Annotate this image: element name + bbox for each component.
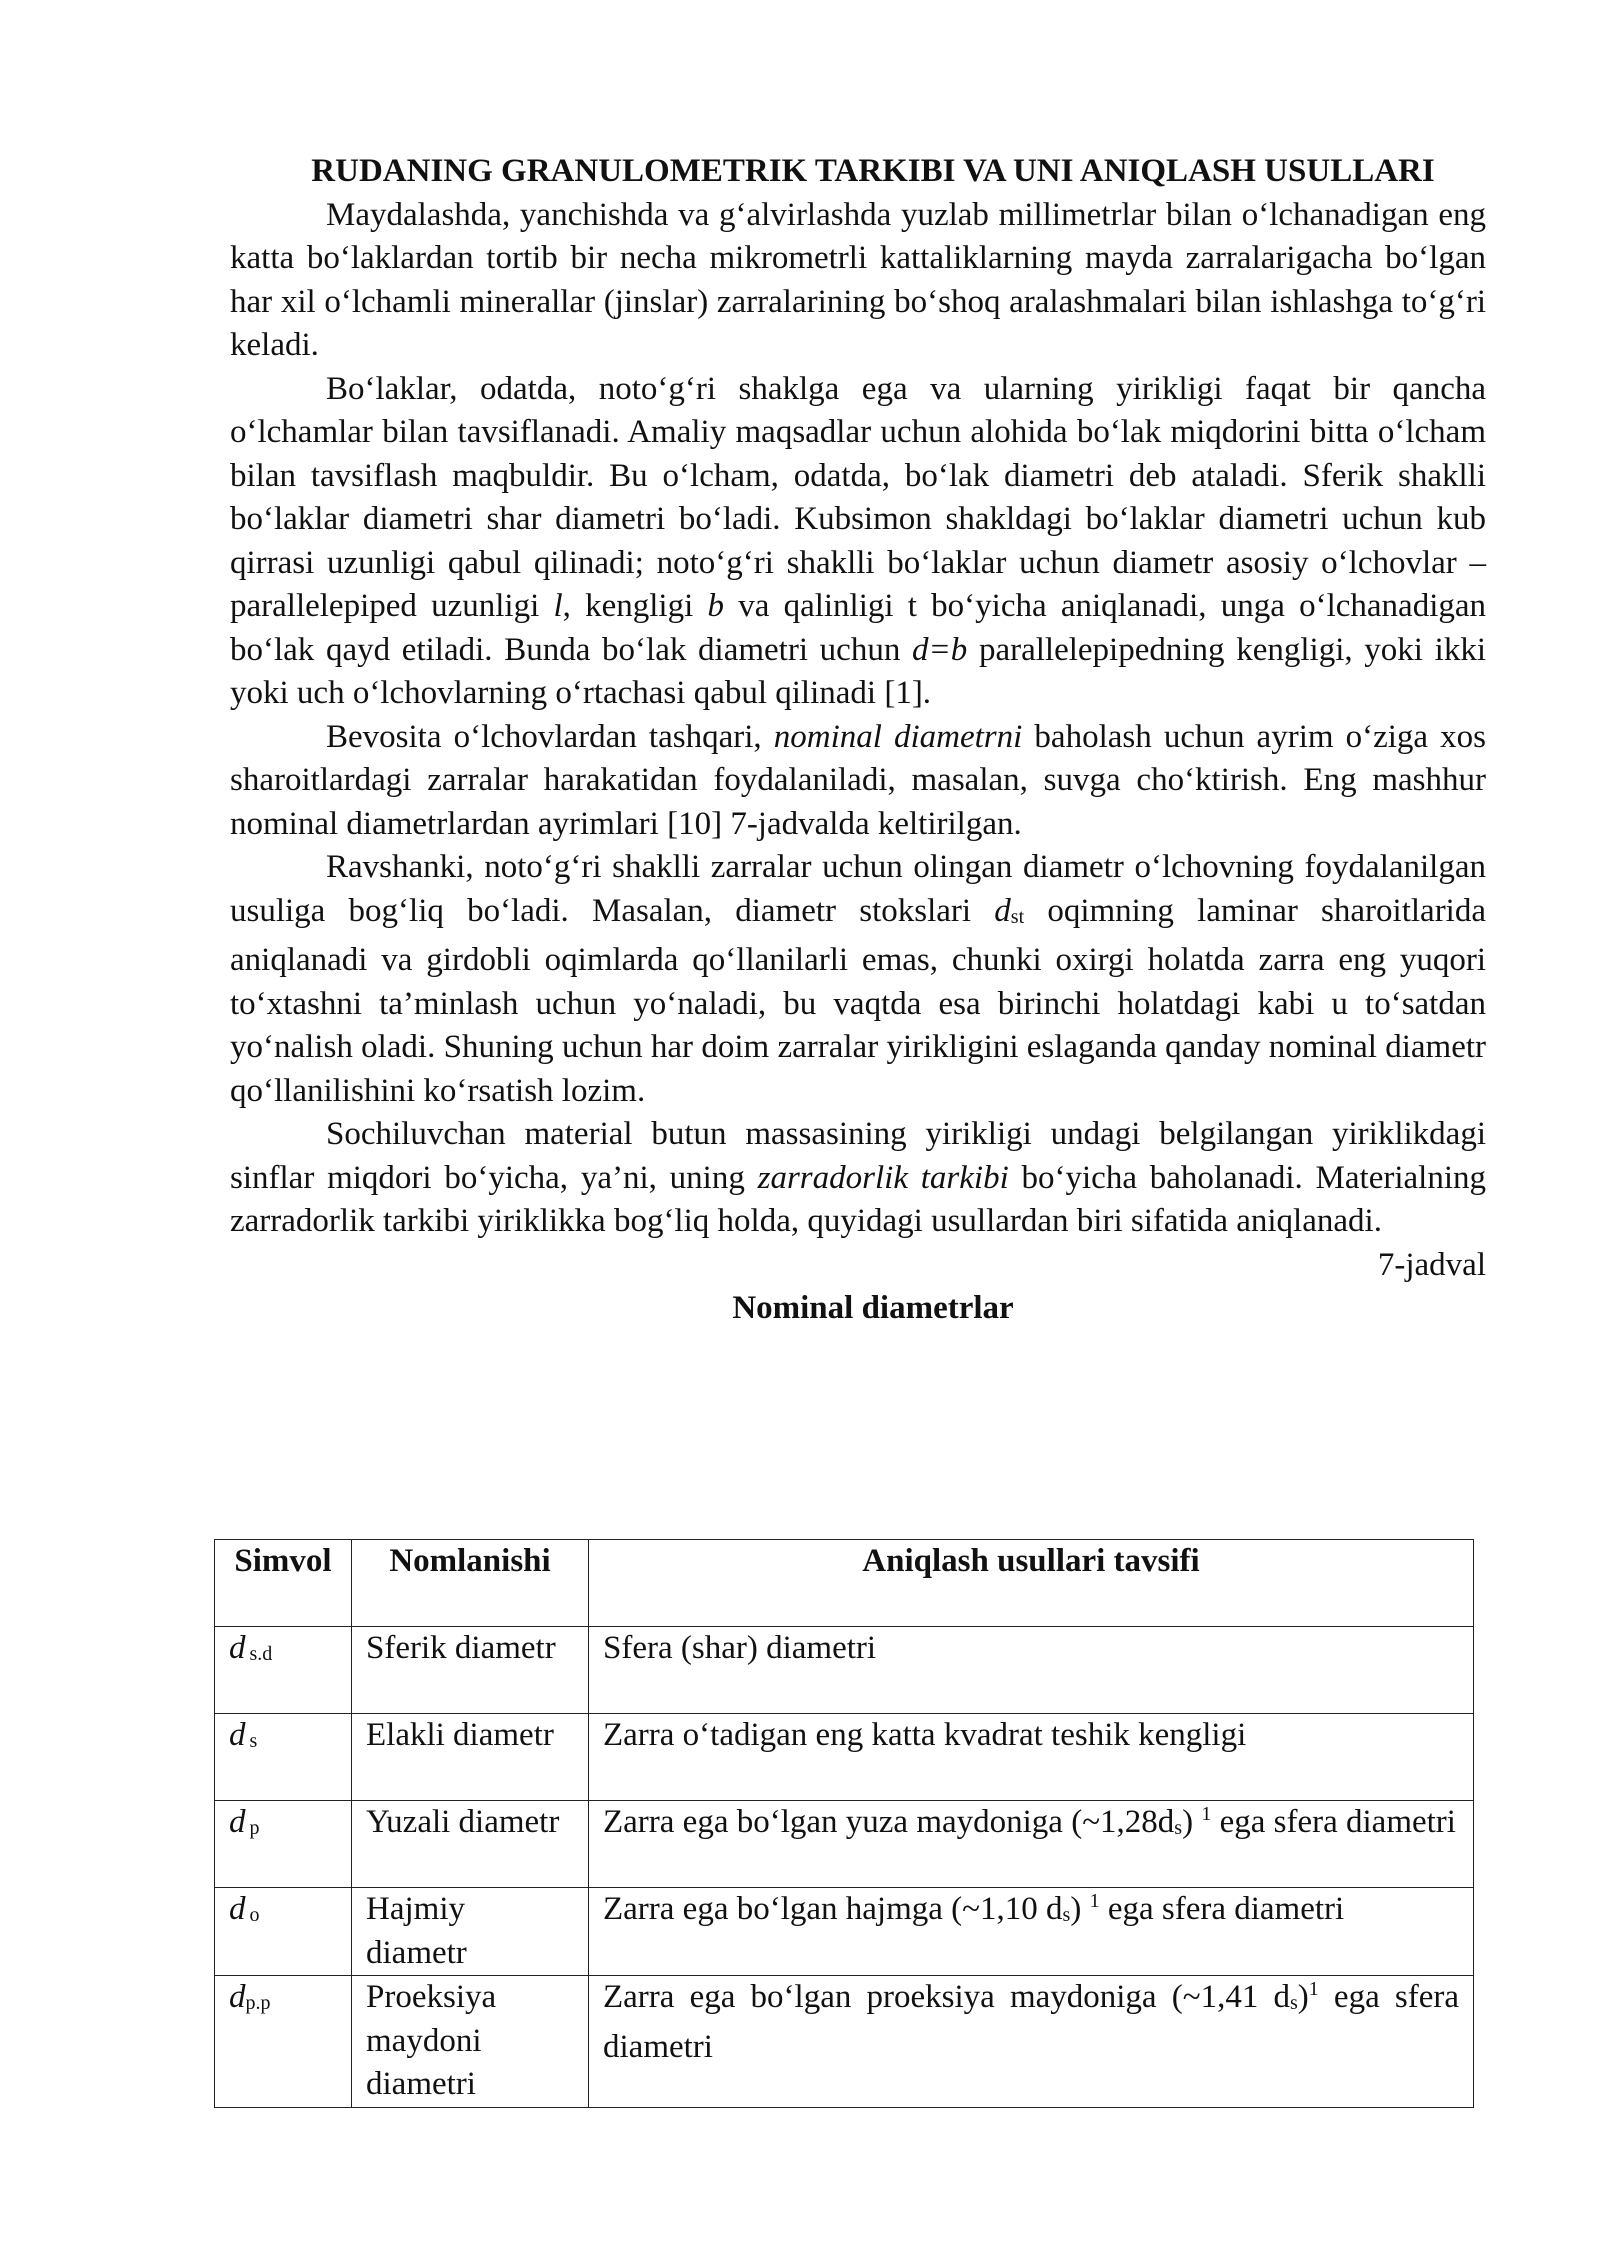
description-text: Zarra ega bo‘lgan yuza maydoniga (~1,28d [603,1804,1175,1840]
paragraph-2-text: Bo‘laklar, odatda, noto‘g‘ri shaklga ega va ularning yirikligi faqat bir qancha o‘lchamlar bilan tavsiflanadi. Amaliy maqsadlar uchun alohida bo‘lak miqdorini bitta o‘lcham bilan tavsiflash maqbuldir. Bu o‘lcham, odatda, bo‘lak diametri deb ataladi. Sferik shaklli bo‘laklar diametri shar diametri bo‘ladi. Kubsimon shakldagi bo‘laklar diametri uchun kub qirrasi uzunligi qabul qilinadi; noto‘g‘ri shaklli bo‘laklar uchun diametr asosiy o‘lchovlar – parallelepiped uzunligi [230,370,1486,624]
table-caption: Nominal diametrlar [732,1290,1014,1326]
symbol-cell [215,1714,352,1801]
header-symbol: Simvol [215,1540,352,1627]
table-row [215,1627,1474,1714]
symbol-subscript: o [249,1904,260,1926]
stokes-diameter-subscript: st [1010,905,1025,928]
description-cell: Zarra ega bo‘lgan hajmga (~1,10 ds) $^1$ ega sfera diametri [589,1888,1474,1976]
nominal-diameters-table [214,1539,1474,2108]
description-text-end: ega sfera diametri [1211,1804,1456,1840]
description-text: Zarra ega bo‘lgan hajmga (~1,10 d [603,1891,1063,1927]
description-subscript: s [1289,1992,1298,2014]
paragraph-5-text: Sochiluvchan material butun massasining yirikligi undagi belgilangan yiriklikdagi sinflar miqdori bo‘yicha, ya’ni, uning [230,1116,1486,1196]
paragraph-3 [230,716,1486,847]
paragraph-4-text: Ravshanki, noto‘g‘ri shaklli zarralar uchun olingan diametr o‘lchovning foydalanilgan usuliga bog‘liq bo‘ladi. Masalan, diametr stokslari [230,849,1486,929]
symbol-cell [215,1801,352,1888]
document-page [230,150,1486,1331]
description-subscript: s [1174,1817,1183,1839]
table-row [215,1801,1474,1888]
description-cell [589,1714,1474,1801]
paragraph-1: Maydalashda, yanchishda va g‘alvirlashda yuzlab millimetrlar bilan o‘lchanadigan eng katta bo‘laklardan tortib bir necha mikrometrli kattaliklarning mayda zarralarigacha bo‘lgan har xil o‘lchamli minerallar (jinslar) zarralarining bo‘shoq aralashmalari bilan ishlashga to‘g‘ri keladi. [230,196,1486,363]
nominal-diameter-emphasis: nominal diametrni [773,718,1023,755]
symbol-d: d [229,1804,246,1840]
symbol-subscript: p.p [245,1992,271,2014]
description-text: Sfera (shar) diametri [603,1630,877,1666]
equation-d-b: d=b [912,631,968,668]
paragraph-3-text: Bevosita o‘lchovlardan tashqari, [326,718,762,755]
paragraph-2-end: parallelepipedning kengligi, yoki ikki yoki uch o‘lchovlarning o‘rtachasi qabul qilinadi [1]. [230,631,1486,711]
header-description: Aniqlash usullari tavsifi [589,1540,1474,1627]
symbol-d: d [229,1979,246,2015]
footnote-marker: 1 [1089,1890,1100,1912]
paragraph-5 [230,1113,1486,1244]
description-text: Zarra o‘tadigan eng katta kvadrat teshik kengligi [603,1717,1247,1753]
name-cell: Proeksiya maydoni diametri [352,1976,589,2108]
table-row [215,1888,1474,1976]
table-number: 7-jadval [1377,1246,1486,1283]
description-text-end: ega sfera diametri [1099,1891,1345,1927]
symbol-l: l [553,588,563,624]
paragraph-2-mid1: , kengligi [562,588,694,624]
paragraph-4-end: oqimning laminar sharoitlarida aniqlanadi va girdobli oqimlarda qo‘llanilarli emas, chunki oxirgi holatda zarra eng yuqori to‘xtashni ta’minlash uchun yo‘naladi, bu vaqtda esa birinchi holatdagi kabi u to‘satdan yo‘nalish oladi. Shuning uchun har doim zarralar yirikligini eslaganda qanday nominal diametr qo‘llanilishini ko‘rsatish lozim. [230,892,1486,1109]
symbol-subscript: p [249,1817,260,1839]
name-cell: Elakli diametr [352,1714,589,1801]
symbol-d: d [229,1630,246,1666]
stokes-diameter-symbol: d [994,892,1011,929]
description-subscript: s [1062,1904,1071,1926]
table-header-row [215,1540,1474,1627]
name-cell: Hajmiy diametr [352,1888,589,1976]
description-cell: Zarra ega bo‘lgan proeksiya maydoniga (~1,41 ds)$^1$ ega sfera diametri [589,1976,1474,2108]
symbol-cell [215,1976,352,2108]
symbol-b: b [707,588,724,624]
granulometric-composition-emphasis: zarradorlik tarkibi [757,1159,1009,1196]
paragraph-4 [230,846,1486,1113]
footnote-marker: 1 [1201,1803,1212,1825]
symbol-d: d [229,1717,246,1753]
symbol-subscript: s [249,1730,258,1752]
paragraph-2-mid2: va qalinligi t bo‘yicha aniqlanadi, unga o‘lchanadigan bo‘lak qayd etiladi. Bunda bo‘lak diametri uchun [230,588,1487,668]
description-text: Zarra ega bo‘lgan proeksiya maydoniga (~1,41 d [603,1979,1290,2015]
symbol-cell [215,1627,352,1714]
paragraph-5-end: bo‘yicha baholanadi. Materialning zarradorlik tarkibi yiriklikka bog‘liq holda, quyidagi usullardan biri sifatida aniqlanadi. [230,1159,1486,1239]
table-row [215,1714,1474,1801]
description-text-end: ega sfera diametri [603,1979,1459,2065]
description-cell [589,1627,1474,1714]
name-cell: Yuzali diametr [352,1801,589,1888]
symbol-d: d [229,1891,246,1927]
paragraph-3-end: baholash uchun ayrim o‘ziga xos sharoitlardagi zarralar harakatidan foydalaniladi, masalan, suvga cho‘ktirish. Eng mashhur nominal diametrlardan ayrimlari [10] 7-jadvalda keltirilgan. [230,718,1487,842]
table-row [215,1976,1474,2108]
paragraph-2 [230,368,1486,716]
document-title: RUDANING GRANULOMETRIK TARKIBI VA UNI ANIQLASH USULLARI [311,153,1435,189]
description-cell: Zarra ega bo‘lgan yuza maydoniga (~1,28ds) $^1$ ega sfera diametri [589,1801,1474,1888]
symbol-cell [215,1888,352,1976]
header-name: Nomlanishi [352,1540,589,1627]
name-cell: Sferik diametr [352,1627,589,1714]
symbol-subscript: s.d [249,1643,273,1665]
footnote-marker: 1 [1308,1978,1319,2000]
